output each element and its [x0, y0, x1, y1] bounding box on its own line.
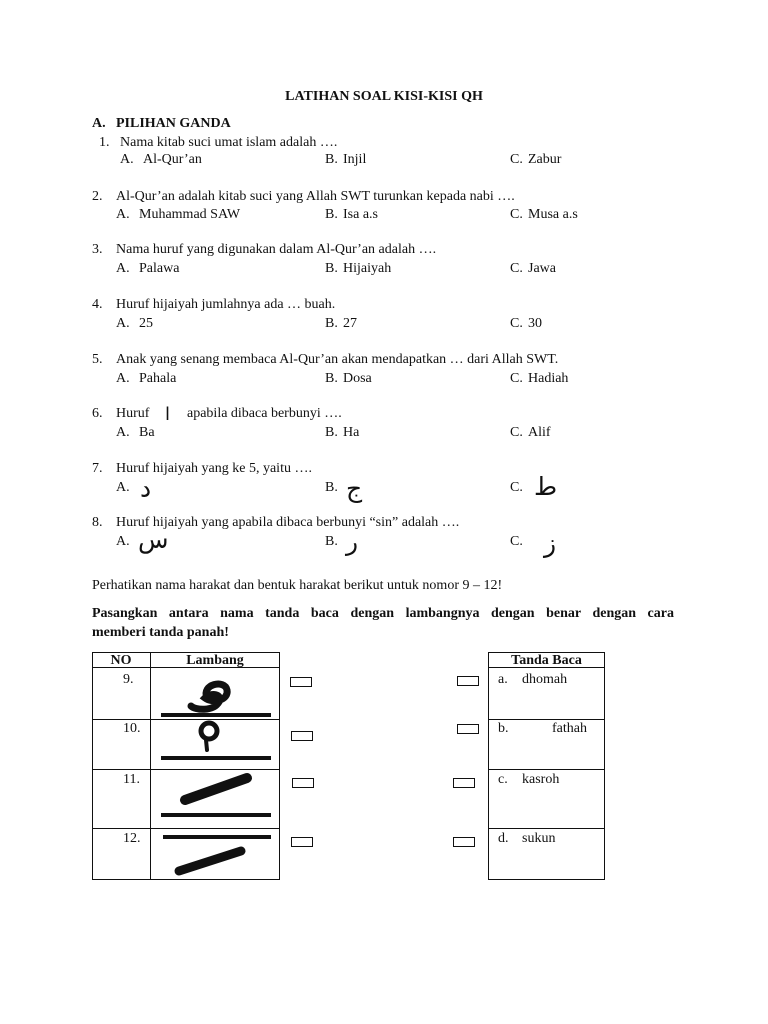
header-symbol: Lambang — [186, 653, 244, 668]
harakat-name: kasroh — [522, 772, 560, 787]
option-label: C. — [510, 425, 523, 440]
section-title: PILIHAN GANDA — [116, 116, 231, 131]
arabic-letter-ra: ر — [346, 527, 359, 556]
section-letter: A. — [92, 116, 106, 131]
instruction-text: Perhatikan nama harakat dan bentuk harakat berikut untuk nomor 9 – 12! — [92, 578, 503, 593]
row-divider — [488, 769, 605, 770]
page-title: LATIHAN SOAL KISI-KISI QH — [285, 89, 483, 104]
option-c: Musa a.s — [528, 207, 578, 222]
question-number: 6. — [92, 406, 103, 421]
right-connector-box[interactable] — [457, 724, 479, 734]
row-number: 10. — [123, 721, 141, 736]
option-label: B. — [325, 261, 338, 276]
option-label: C. — [510, 534, 523, 549]
header-no: NO — [110, 653, 132, 668]
option-label: C. — [510, 371, 523, 386]
arabic-letter-alif: ا — [165, 404, 171, 425]
option-c: Zabur — [528, 152, 562, 167]
left-connector-box[interactable] — [291, 731, 313, 741]
option-b: Dosa — [343, 371, 372, 386]
right-connector-box[interactable] — [453, 837, 475, 847]
row-divider — [488, 828, 605, 829]
question-number: 8. — [92, 515, 103, 530]
option-label: B. — [325, 425, 338, 440]
option-b: Injil — [343, 152, 367, 167]
question-text: Huruf hijaiyah yang apabila dibaca berbunyi “sin” adalah …. — [116, 515, 460, 530]
option-letter: b. — [498, 721, 509, 736]
arabic-letter-sin: س — [138, 525, 169, 554]
option-a: Al-Qur’an — [143, 152, 202, 167]
option-label: C. — [510, 480, 523, 495]
option-label: B. — [325, 480, 338, 495]
option-label: C. — [510, 261, 523, 276]
option-label: A. — [116, 480, 130, 495]
row-number: 11. — [123, 772, 140, 787]
option-label: A. — [116, 261, 130, 276]
question-text: Nama huruf yang digunakan dalam Al-Qur’an adalah …. — [116, 242, 437, 257]
question-text: Anak yang senang membaca Al-Qur’an akan mendapatkan … dari Allah SWT. — [116, 352, 559, 367]
sukun-symbol-icon — [151, 720, 279, 769]
dhomah-symbol-icon — [151, 668, 279, 719]
question-number: 7. — [92, 461, 103, 476]
question-text: Huruf hijaiyah yang ke 5, yaitu …. — [116, 461, 312, 476]
option-label: A. — [116, 207, 130, 222]
header-tanda-baca: Tanda Baca — [511, 653, 582, 668]
question-text-post: apabila dibaca berbunyi …. — [187, 406, 342, 421]
right-connector-box[interactable] — [457, 676, 479, 686]
option-b: Hijaiyah — [343, 261, 392, 276]
question-number: 2. — [92, 189, 103, 204]
question-number: 4. — [92, 297, 103, 312]
arabic-letter-dal: د — [140, 474, 152, 503]
harakat-name: sukun — [522, 831, 556, 846]
option-label: B. — [325, 207, 338, 222]
harakat-name: fathah — [552, 721, 587, 736]
left-connector-box[interactable] — [290, 677, 312, 687]
row-divider — [488, 719, 605, 720]
option-label: A. — [120, 152, 134, 167]
question-number: 1. — [99, 135, 110, 150]
option-b: Isa a.s — [343, 207, 378, 222]
question-number: 5. — [92, 352, 103, 367]
row-number: 12. — [123, 831, 141, 846]
option-label: A. — [116, 425, 130, 440]
option-label: B. — [325, 534, 338, 549]
option-label: C. — [510, 316, 523, 331]
option-label: B. — [325, 152, 338, 167]
option-label: A. — [116, 534, 130, 549]
option-letter: c. — [498, 772, 508, 787]
option-label: B. — [325, 371, 338, 386]
option-label: B. — [325, 316, 338, 331]
option-letter: d. — [498, 831, 509, 846]
option-c: 30 — [528, 316, 542, 331]
fathah-symbol-icon — [151, 770, 279, 828]
option-label: A. — [116, 371, 130, 386]
matching-instruction-line1: Pasangkan antara nama tanda baca dengan lambangnya dengan benar dengan cara — [92, 606, 674, 621]
question-number: 3. — [92, 242, 103, 257]
option-label: A. — [116, 316, 130, 331]
matching-instruction-line2: memberi tanda panah! — [92, 625, 229, 640]
option-a: Muhammad SAW — [139, 207, 241, 222]
option-a: 25 — [139, 316, 153, 331]
question-text-pre: Huruf — [116, 406, 150, 421]
option-b: 27 — [343, 316, 357, 331]
question-text: Nama kitab suci umat islam adalah …. — [120, 135, 338, 150]
arabic-letter-jim: ج — [346, 474, 363, 503]
option-a: Ba — [139, 425, 155, 440]
left-connector-box[interactable] — [291, 837, 313, 847]
kasroh-symbol-icon — [151, 829, 279, 879]
arabic-letter-tha: ط — [534, 472, 558, 501]
option-a: Palawa — [139, 261, 180, 276]
option-b: Ha — [343, 425, 360, 440]
option-c: Hadiah — [528, 371, 569, 386]
arabic-letter-zai: ز — [544, 529, 557, 558]
option-letter: a. — [498, 672, 508, 687]
option-label: C. — [510, 152, 523, 167]
row-number: 9. — [123, 672, 134, 687]
left-connector-box[interactable] — [292, 778, 314, 788]
harakat-name: dhomah — [522, 672, 568, 687]
option-c: Jawa — [528, 261, 556, 276]
option-label: C. — [510, 207, 523, 222]
question-text: Al-Qur’an adalah kitab suci yang Allah SWT turunkan kepada nabi …. — [116, 189, 515, 204]
option-a: Pahala — [139, 371, 177, 386]
question-text: Huruf hijaiyah jumlahnya ada … buah. — [116, 297, 336, 312]
option-c: Alif — [528, 425, 551, 440]
right-connector-box[interactable] — [453, 778, 475, 788]
